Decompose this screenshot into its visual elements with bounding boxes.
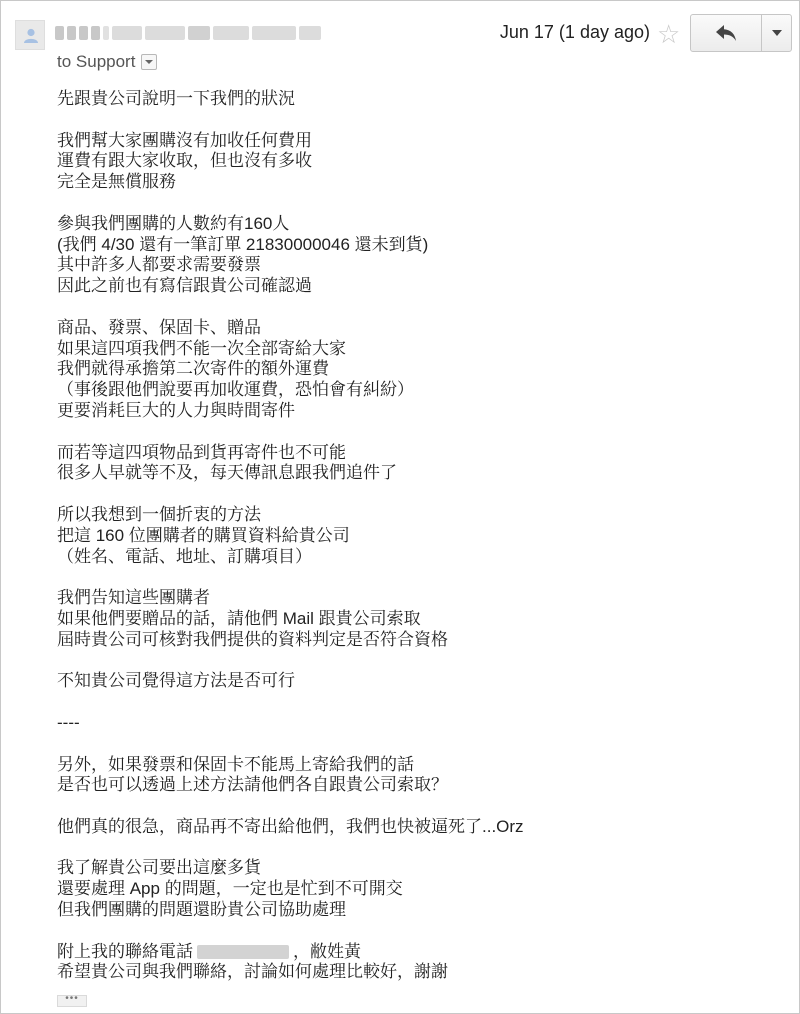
paragraph xyxy=(57,858,757,920)
message-line: 更要消耗巨大的人力與時間寄件 xyxy=(57,400,295,420)
message-line: 是否也可以透過上述方法請他們各自跟貴公司索取？ xyxy=(57,775,448,795)
paragraph xyxy=(57,505,757,567)
separator-line: ---- xyxy=(57,712,80,732)
paragraph xyxy=(57,713,757,734)
show-details-dropdown[interactable] xyxy=(141,54,157,70)
message-line: 先跟貴公司說明一下我們的狀況 xyxy=(57,89,295,108)
recipient-label: to Support xyxy=(57,52,136,71)
message-line: 屆時貴公司可核對我們提供的資料判定是否符合資格 xyxy=(57,629,448,649)
more-options-button[interactable] xyxy=(762,15,791,51)
message-line: 我們告知這些團購者 xyxy=(57,588,210,608)
paragraph xyxy=(57,671,757,692)
paragraph xyxy=(57,817,757,838)
message-line: 還要處理 App 的問題，一定也是忙到不可開交 xyxy=(57,879,403,899)
message-line: 如果他們要贈品的話，請他們 Mail 跟貴公司索取 xyxy=(57,608,421,628)
ellipsis-icon: ••• xyxy=(65,993,79,1004)
paragraph xyxy=(57,131,757,193)
message-line: （事後跟他們說要再加收運費，恐怕會有糾紛） xyxy=(57,380,414,400)
reply-icon xyxy=(715,24,737,42)
message-date: Jun 17 (1 day ago) xyxy=(499,22,650,42)
paragraph xyxy=(57,89,757,110)
message-body xyxy=(57,89,757,1004)
reply-button-group xyxy=(690,14,792,52)
contact-suffix: ，敝姓黃 xyxy=(293,941,361,961)
message-line: 很多人早就等不及，每天傳訊息跟我們追件了 xyxy=(57,463,397,483)
message-line: 另外，如果發票和保固卡不能馬上寄給我們的話 xyxy=(57,754,414,774)
person-icon xyxy=(24,28,38,44)
message-line: （姓名、電話、地址、訂購項目） xyxy=(57,546,312,566)
email-header xyxy=(0,0,800,80)
message-line: 我了解貴公司要出這麼多貨 xyxy=(57,858,261,878)
message-line: 把這 160 位團購者的購買資料給貴公司 xyxy=(57,525,350,545)
contact-prefix: 附上我的聯絡電話 xyxy=(57,941,193,961)
message-line: 不知貴公司覺得這方法是否可行 xyxy=(57,671,295,691)
message-line: 希望貴公司與我們聯絡，討論如何處理比較好，謝謝 xyxy=(57,962,448,982)
phone-number-redacted xyxy=(197,945,289,959)
message-line: 所以我想到一個折衷的方法 xyxy=(57,504,261,524)
message-line: 他們真的很急，商品再不寄出給他們，我們也快被逼死了...Orz xyxy=(57,816,524,836)
paragraph xyxy=(57,588,757,650)
message-line: 我們幫大家團購沒有加收任何費用 xyxy=(57,130,312,150)
message-line: 商品、發票、保固卡、贈品 xyxy=(57,317,261,337)
star-icon[interactable]: ☆ xyxy=(657,19,681,49)
avatar[interactable] xyxy=(15,20,45,50)
message-line: 參與我們團購的人數約有160人 xyxy=(57,213,290,233)
sender-name-redacted xyxy=(55,23,323,43)
recipient-line xyxy=(57,52,157,72)
message-line: 但我們團購的問題還盼貴公司協助處理 xyxy=(57,900,346,920)
paragraph xyxy=(57,755,757,797)
message-line: 其中許多人都要求需要發票 xyxy=(57,255,261,275)
paragraph xyxy=(57,318,757,422)
message-line: 如果這四項我們不能一次全部寄給大家 xyxy=(57,338,346,358)
reply-button[interactable] xyxy=(691,15,762,51)
contact-line xyxy=(57,942,757,963)
message-line: 因此之前也有寫信跟貴公司確認過 xyxy=(57,276,312,296)
paragraph xyxy=(57,443,757,485)
message-line: 完全是無償服務 xyxy=(57,172,176,192)
message-line: 我們就得承擔第二次寄件的額外運費 xyxy=(57,359,329,379)
message-line: (我們 4/30 還有一筆訂單 21830000046 還未到貨) xyxy=(57,234,429,254)
closing-paragraph xyxy=(57,942,757,984)
paragraph xyxy=(57,214,757,297)
show-trimmed-content-button[interactable] xyxy=(57,995,87,1007)
message-line: 而若等這四項物品到貨再寄件也不可能 xyxy=(57,442,346,462)
message-line: 運費有跟大家收取，但也沒有多收 xyxy=(57,151,312,171)
